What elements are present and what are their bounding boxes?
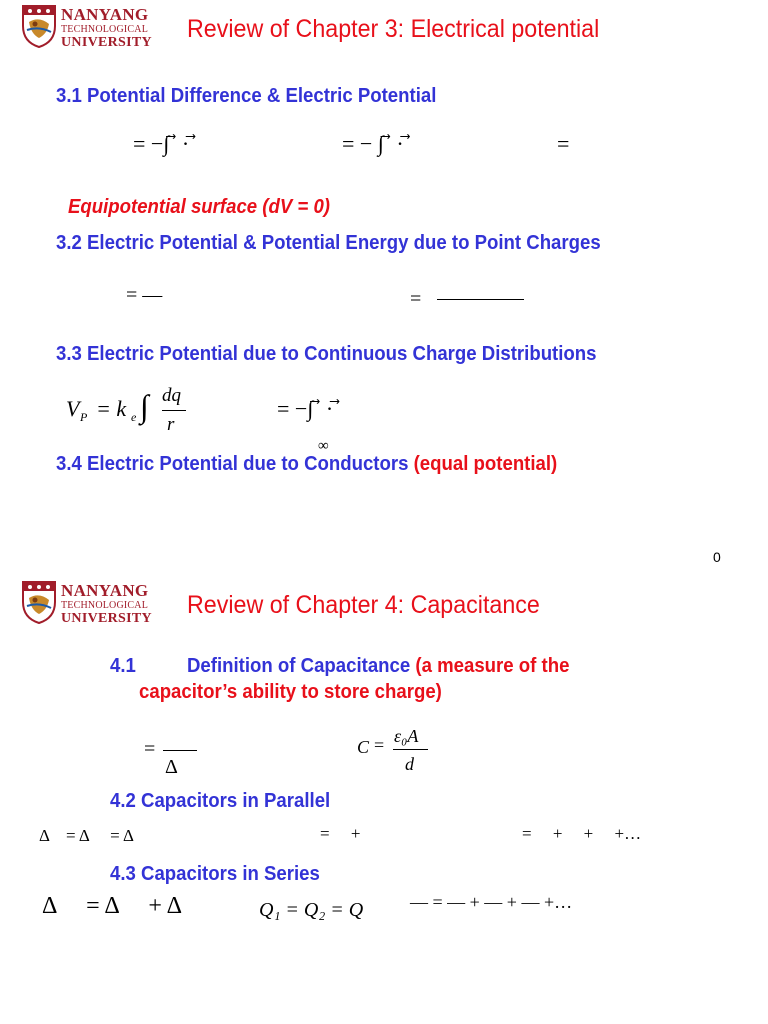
logo-line3: UNIVERSITY [61,611,152,626]
equation-4-2-a: Δ = Δ = Δ [39,826,134,845]
section-4-1-number: 4.1 [110,655,136,677]
equation-3-3-r: r [167,414,175,435]
equation-3-3-e-subscript: e [131,410,137,424]
section-4-3-heading: 4.3 Capacitors in Series [110,863,320,885]
equation-4-1-b-denominator: d [405,754,414,774]
equation-3-3-P-subscript: P [80,410,88,424]
logo-line1: NANYANG [61,581,149,600]
equation-3-1-b: = − ∫ ⃗ · ⃗ [342,131,411,156]
equation-4-2-b: = + [320,824,361,843]
equation-4-3-c: — = — + — + — +… [410,892,573,912]
section-3-2-heading: 3.2 Electric Potential & Potential Energy due to Point Charges [56,232,601,254]
equation-3-1-a: = −∫ ⃗ · ⃗ [133,131,197,156]
section-4-1-text: Definition of Capacitance [187,655,411,677]
equation-3-2-a: = — [126,284,163,306]
logo-line3: UNIVERSITY [61,35,152,50]
equation-3-3-fraction-line [162,410,186,411]
slide1-title: Review of Chapter 3: Electrical potential [187,15,600,43]
section-4-1-red-note-1: (a measure of the [415,655,570,677]
section-4-1-red-note-2: capacitor’s ability to store charge) [139,681,442,703]
section-4-2-heading: 4.2 Capacitors in Parallel [110,790,331,812]
ntu-logo-2 [21,580,161,632]
equation-4-3-b: Q₁ = Q₂ = Q [259,899,364,921]
logo-line2: TECHNOLOGICAL [61,600,149,611]
slide2-title: Review of Chapter 4: Capacitance [187,591,540,619]
equation-3-3-integral: ∫ [140,388,149,424]
equation-3-1-c: = [557,131,570,156]
section-4-1-heading [187,655,569,678]
equation-3-3-equals-k: = k [96,396,127,421]
section-3-3-heading: 3.3 Electric Potential due to Continuous Charge Distributions [56,343,597,365]
equation-4-1-b-equals: = [374,735,385,755]
equipotential-note: Equipotential surface (dV = 0) [68,196,330,218]
equation-4-1-b-fraction-line [393,749,428,750]
equation-3-3-b: = −∫ ⃗ · ⃗ [277,396,341,421]
equation-4-1-b-C: C [357,737,370,757]
equation-3-3-dq-text: dq [162,385,181,406]
logo-line1: NANYANG [61,5,149,24]
page-number: 0 [713,549,721,565]
section-3-4-red-note: (equal potential) [413,453,558,475]
university-crest-icon [21,580,57,624]
ntu-logo [21,4,161,56]
equation-4-1-a-equals: = [144,738,156,760]
university-crest-icon [21,4,57,48]
equation-3-3-infinity: ∞ [318,438,329,454]
equation-4-1-a-delta: Δ [165,756,178,778]
section-3-4-heading [56,453,557,476]
section-3-1-heading: 3.1 Potential Difference & Electric Potential [56,85,437,107]
section-3-4-text: 3.4 Electric Potential due to Conductors [56,453,409,475]
equation-3-3-V: V [66,396,80,421]
equation-3-2-b: = [410,288,422,310]
equation-4-3-a: Δ = Δ + Δ [42,893,183,919]
equation-3-2-fraction-line [437,299,524,300]
equation-4-2-c: = + + +… [522,824,642,843]
equation-4-1-a-fraction-line [163,750,197,751]
equation-4-1-b-numerator: ε₀A [394,726,419,746]
logo-line2: TECHNOLOGICAL [61,24,149,35]
